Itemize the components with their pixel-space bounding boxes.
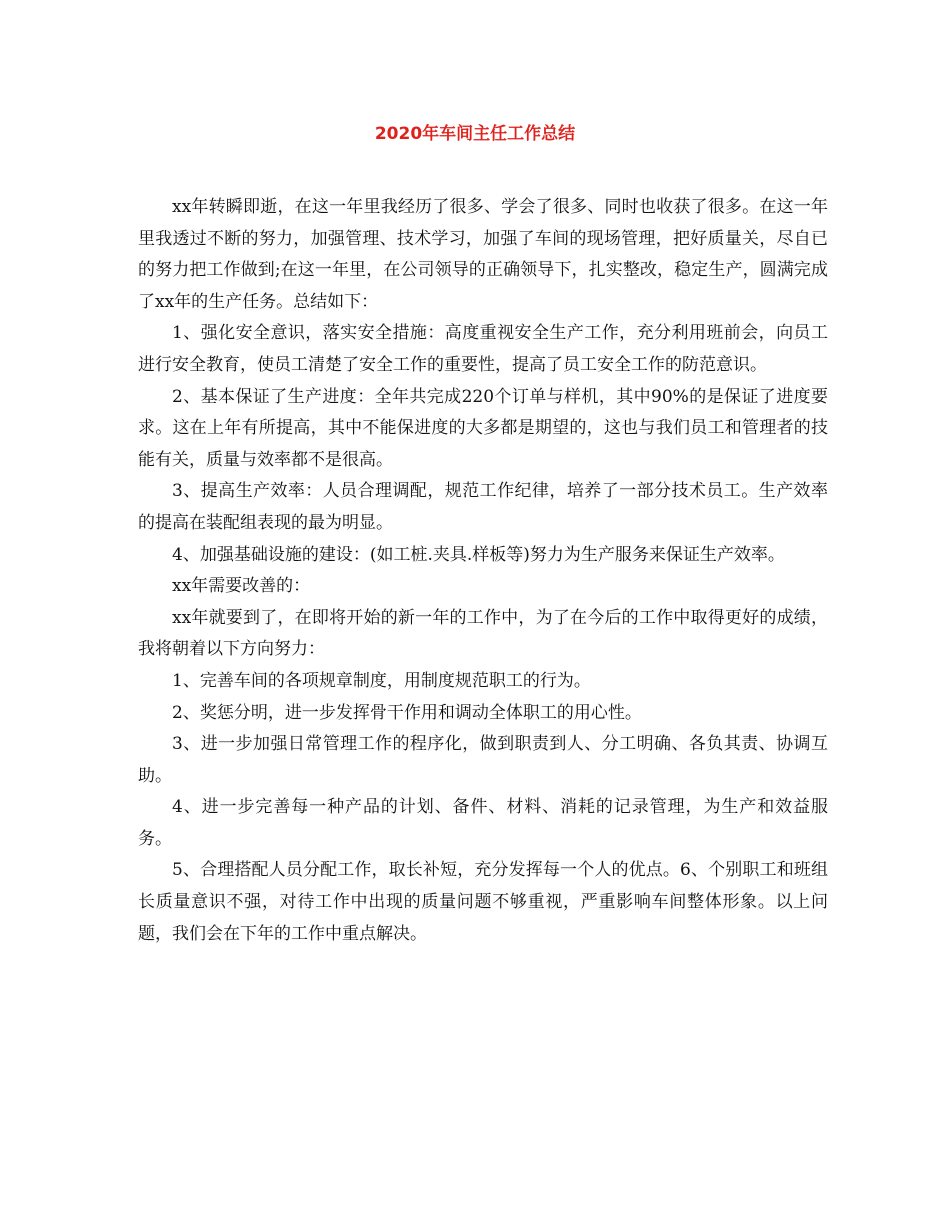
plan-item-3: 3、进一步加强日常管理工作的程序化，做到职责到人、分工明确、各负其责、协调互助。 [138, 734, 828, 786]
paragraph-plan-intro: xx年就要到了，在即将开始的新一年的工作中，为了在今后的工作中取得更好的成绩，我将朝着以下方向努力： [138, 607, 828, 660]
plan-item-2: 2、奖惩分明，进一步发挥骨干作用和调动全体职工的用心性。 [172, 702, 642, 723]
plan-item-1: 1、完善车间的各项规章制度，用制度规范职工的行为。 [172, 670, 591, 691]
paragraph-item-1: 1、强化安全意识，落实安全措施：高度重视安全生产工作，充分利用班前会，向员工进行安全教育，使员工清楚了安全工作的重要性，提高了员工安全工作的防范意识。 [138, 323, 828, 375]
section-heading-improvements: xx年需要改善的： [172, 576, 311, 597]
paragraph-item-4: 4、加强基础设施的建设：(如工桩.夹具.样板等)努力为生产服务来保证生产效率。 [172, 544, 785, 565]
plan-item-4: 4、进一步完善每一种产品的计划、备件、材料、消耗的记录管理，为生产和效益服务。 [138, 797, 828, 849]
paragraph-intro: xx年转瞬即逝，在这一年里我经历了很多、学会了很多、同时也收获了很多。在这一年里我透过不断的努力，加强管理、技术学习，加强了车间的现场管理，把好质量关，尽自已的努力把工作做到;在这一年里，在公司领导的正确领导下，扎实整改，稳定生产，圆满完成了xx年的生产任务。总结如下： [138, 197, 828, 312]
paragraph-item-3: 3、提高生产效率：人员合理调配，规范工作纪律，培养了一部分技术员工。生产效率的提高在装配组表现的最为明显。 [138, 481, 828, 533]
plan-item-5: 5、合理搭配人员分配工作，取长补短，充分发挥每一个人的优点。6、个别职工和班组长质量意识不强，对待工作中出现的质量问题不够重视，严重影响车间整体形象。以上问题，我们会在下年的工作中重点解决。 [138, 860, 828, 944]
document-body [138, 192, 828, 950]
document-title: 2020年车间主任工作总结 [374, 124, 576, 144]
paragraph-item-2: 2、基本保证了生产进度：全年共完成220个订单与样机，其中90%的是保证了进度要求。这在上年有所提高，其中不能保进度的大多都是期望的，这也与我们员工和管理者的技能有关，质量与效率都不是很高。 [138, 386, 828, 470]
